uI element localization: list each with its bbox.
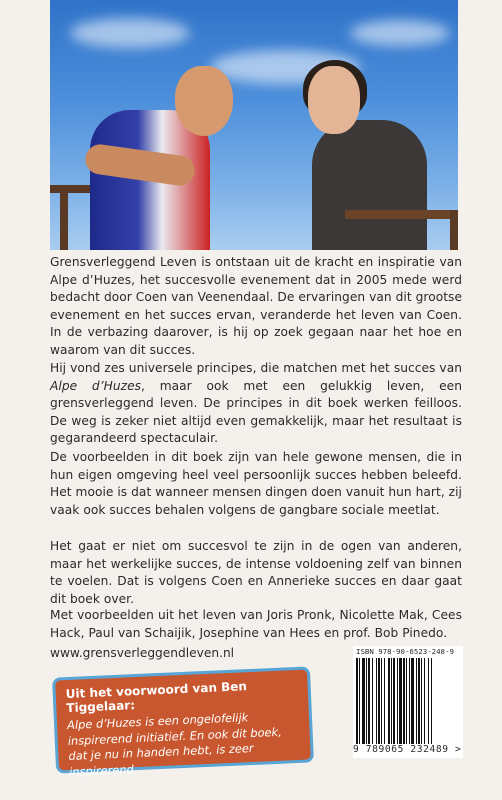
woman-head xyxy=(308,66,360,134)
website-url: www.grensverleggendleven.nl xyxy=(50,646,235,660)
ean-digits: 9 789065 232489 > xyxy=(353,744,462,755)
barcode-bar xyxy=(411,658,414,744)
barcode-bar xyxy=(409,658,410,744)
principles-italic: Alpe d’Huzes xyxy=(50,378,142,393)
barcode-bar xyxy=(397,658,398,744)
barcode-bar xyxy=(399,658,402,744)
barcode-bar xyxy=(384,658,385,744)
cloud xyxy=(70,18,190,48)
barcode-bar xyxy=(356,658,358,744)
barcode-bar xyxy=(388,658,390,744)
barcode-bar xyxy=(366,658,367,744)
quote-box xyxy=(52,666,314,779)
barcode-bars xyxy=(356,658,460,744)
barcode-bar xyxy=(391,658,392,744)
barcode-bar xyxy=(362,658,365,744)
wooden-chair-right xyxy=(345,210,458,250)
chair-post xyxy=(450,210,458,250)
barcode-bar xyxy=(368,658,370,744)
barcode-bar xyxy=(403,658,405,744)
principles-text-1: Hij vond zes universele principes, die matchen met het succes van xyxy=(50,361,462,375)
examples-paragraph: De voorbeelden in dit boek zijn van hele gewone mensen, die in hun eigen omgeving heel veel persoonlijk succes hebben beleefd. Het mooie is dat wanneer mensen dingen doen vanuit hun hart, zij vaak ook succes behalen volgens de gangbare sociale meetlat. xyxy=(50,450,462,517)
barcode xyxy=(353,646,463,758)
barcode-bar xyxy=(378,658,380,744)
barcode-bar xyxy=(431,658,432,744)
barcode-bar xyxy=(376,658,377,744)
man-head xyxy=(175,66,233,136)
intro-paragraph: Grensverleggend Leven is ontstaan uit de kracht en inspiratie van Alpe d’Huzes, het succesvolle evenement dat in 2005 mede werd bedacht door Coen van Veenendaal. De ervaringen van dit grootse evenement en het succes ervan, veranderde het leven van Coen. In de verbazing daarover, is hij op zoek gegaan naar het hoe en waarom van dit succes. xyxy=(50,255,462,357)
quote-text: Alpe d’Huzes is een ongelofelijk inspirerend initiatief. En ook dit boek, dat je nu in handen hebt, is zeer inspirerend. xyxy=(66,710,283,779)
people-paragraph: Met voorbeelden uit het leven van Joris Pronk, Nicolette Mak, Cees Hack, Paul van Schaijik, Josephine van Hees en prof. Bob Pinedo. xyxy=(50,608,462,640)
barcode-bar xyxy=(372,658,373,744)
quote-title: Uit het voorwoord van Ben Tiggelaar: xyxy=(65,679,248,716)
barcode-bar xyxy=(393,658,395,744)
barcode-bar xyxy=(381,658,382,744)
principles-paragraph xyxy=(50,360,462,448)
barcode-bar xyxy=(416,658,417,744)
barcode-bar xyxy=(359,658,360,744)
success-paragraph: Het gaat er niet om succesvol te zijn in de ogen van anderen, maar het werkelijke succes, de intense voldoening zelf van binnen te voelen. Dat is volgens Coen en Annerieke succes en daar gaat dit boek over. xyxy=(50,539,462,606)
barcode-bar xyxy=(428,658,429,744)
barcode-bar xyxy=(406,658,407,744)
cloud xyxy=(350,20,450,46)
chair-post xyxy=(60,185,68,250)
barcode-bar xyxy=(424,658,425,744)
barcode-bar xyxy=(421,658,422,744)
cover-photo xyxy=(50,0,458,250)
barcode-bar xyxy=(418,658,420,744)
isbn-label: ISBN 978-90-6523-248-9 xyxy=(356,647,454,656)
principles-text-2: , maar ook met een gelukkig leven, een grensverleggend leven. De principes in dit boek werken feilloos. De weg is zeker niet altijd even gemakkelijk, maar het resultaat is gegarandeerd spectaculair. xyxy=(50,378,462,446)
